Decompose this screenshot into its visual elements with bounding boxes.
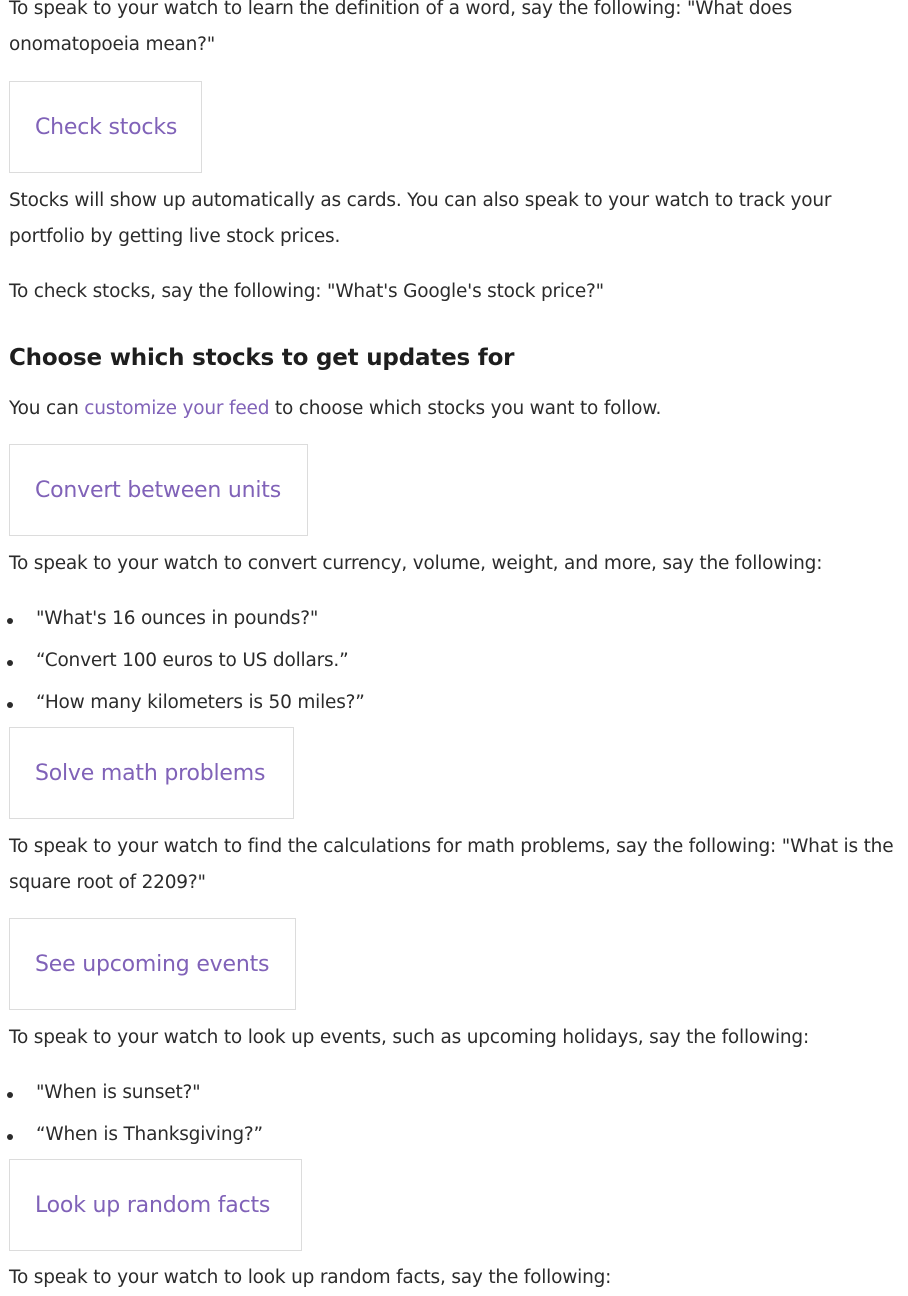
bullet-icon [7,618,13,624]
solve-math-button[interactable]: Solve math problems [9,727,294,819]
upcoming-events-button[interactable]: See upcoming events [9,918,296,1010]
math-instructions: To speak to your watch to find the calculations for math problems, say the following: "What is the square root of 2209?" [9,836,894,893]
check-stocks-button[interactable]: Check stocks [9,81,202,173]
definition-instructions: To speak to your watch to learn the definition of a word, say the following: "What does onomatopoeia mean?" [9,0,793,55]
check-stocks-instructions: To check stocks, say the following: "What's Google's stock price?" [9,281,604,302]
list-item: “How many kilometers is 50 miles?” [36,692,365,713]
list-item: "What's 16 ounces in pounds?" [36,608,319,629]
convert-units-instructions: To speak to your watch to convert currency, volume, weight, and more, say the following: [9,553,823,574]
customize-feed-paragraph [9,391,908,427]
convert-units-button[interactable]: Convert between units [9,444,308,536]
random-facts-instructions: To speak to your watch to look up random facts, say the following: [9,1267,612,1288]
bullet-icon [7,1092,13,1098]
list-item: "When is sunset?" [36,1082,201,1103]
stocks-description: Stocks will show up automatically as cards. You can also speak to your watch to track your portfolio by getting live stock prices. [9,190,832,247]
events-instructions: To speak to your watch to look up events, such as upcoming holidays, say the following: [9,1027,810,1048]
customize-feed-prefix: You can [9,398,85,419]
bullet-icon [7,1134,13,1140]
stocks-updates-heading: Choose which stocks to get updates for [9,345,515,371]
bullet-icon [7,702,13,708]
list-item: “When is Thanksgiving?” [36,1124,263,1145]
bullet-icon [7,660,13,666]
random-facts-button[interactable]: Look up random facts [9,1159,302,1251]
customize-feed-suffix: to choose which stocks you want to follow. [269,398,662,419]
customize-feed-link[interactable]: customize your feed [84,398,270,419]
list-item: “Convert 100 euros to US dollars.” [36,650,349,671]
